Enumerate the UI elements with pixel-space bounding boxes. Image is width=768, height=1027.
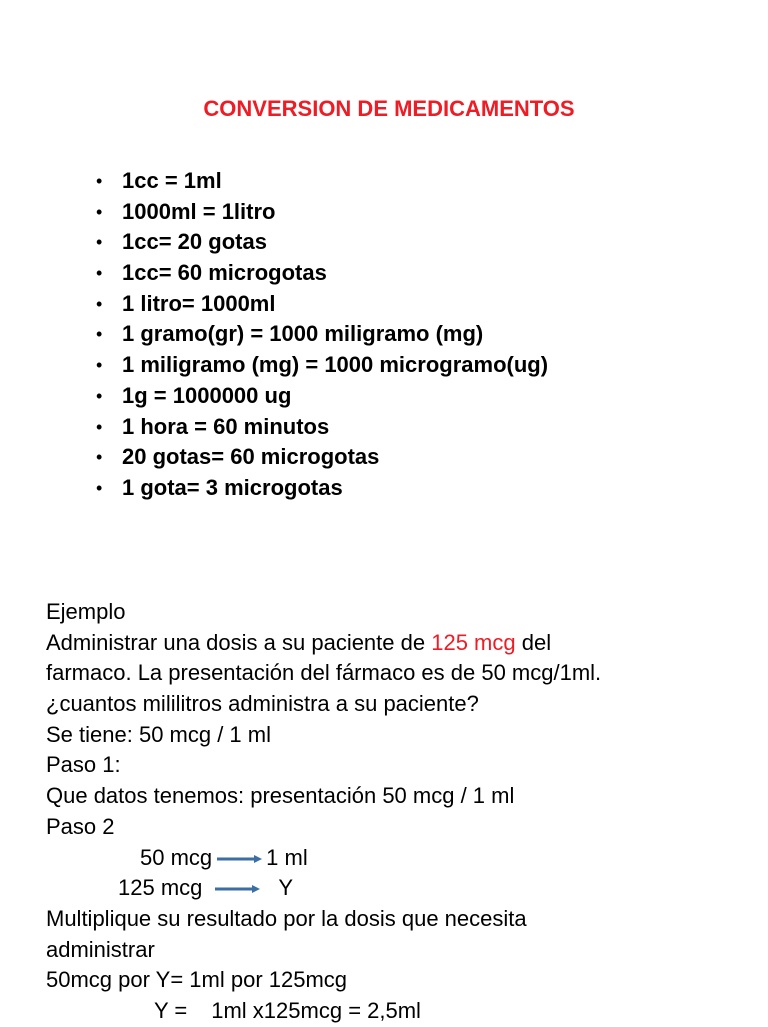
bullet-icon: •: [96, 477, 103, 498]
example-question: ¿cuantos mililitros administra a su paciente?: [46, 691, 479, 717]
bullet-icon: •: [96, 201, 103, 222]
bullet-icon: •: [96, 385, 103, 406]
example-line: 50mcg por Y= 1ml por 125mcg: [46, 967, 348, 993]
bullet-icon: •: [96, 447, 103, 468]
bullet-icon: •: [96, 232, 103, 253]
bullet-icon: •: [96, 263, 103, 284]
list-item: • 1 hora = 60 minutos: [96, 412, 548, 443]
example-line: Multiplique su resultado por la dosis que necesita: [46, 905, 527, 931]
list-item: • 20 gotas= 60 microgotas: [96, 442, 548, 473]
list-item: • 1 miligramo (mg) = 1000 microgramo(ug): [96, 350, 548, 381]
list-item: • 1 litro= 1000ml: [96, 289, 548, 320]
step-label: Paso 2: [46, 813, 115, 839]
proportion-row: 125 mcg Y: [118, 875, 294, 901]
list-item: • 1g = 1000000 ug: [96, 381, 548, 412]
example-line: Administrar una dosis a su paciente de 125 mcg del: [46, 629, 552, 655]
example-line: Que datos tenemos: presentación 50 mcg / 1 ml: [46, 783, 515, 809]
example-section: [46, 597, 756, 1027]
arrow-right-icon: [216, 854, 262, 864]
bullet-icon: •: [96, 171, 103, 191]
list-item: • 1 gramo(gr) = 1000 miligramo (mg): [96, 319, 548, 350]
list-item: • 1000ml = 1litro: [96, 197, 548, 228]
list-item: • 1cc= 20 gotas: [96, 227, 548, 258]
proportion-row: 50 mcg 1 ml: [140, 844, 308, 870]
list-item: • 1cc= 60 microgotas: [96, 258, 548, 289]
example-heading: Ejemplo: [46, 599, 126, 624]
bullet-icon: •: [96, 416, 103, 437]
list-item: • 1cc = 1ml: [96, 166, 548, 197]
arrow-right-icon: [214, 884, 260, 894]
conversion-list: [96, 166, 548, 504]
example-line: administrar: [46, 936, 155, 962]
bullet-icon: •: [96, 293, 103, 314]
bullet-icon: •: [96, 355, 103, 376]
result-line: Y = 1ml x125mcg = 2,5ml: [154, 997, 421, 1023]
example-line: farmaco. La presentación del fármaco es de 50 mcg/1ml.: [46, 660, 602, 686]
step-label: Paso 1:: [46, 752, 121, 778]
list-item: • 1 gota= 3 microgotas: [96, 473, 548, 504]
dose-highlight: 125 mcg: [431, 629, 516, 655]
example-line: Se tiene: 50 mcg / 1 ml: [46, 721, 271, 747]
page-title: CONVERSION DE MEDICAMENTOS: [203, 96, 575, 121]
bullet-icon: •: [96, 324, 103, 345]
